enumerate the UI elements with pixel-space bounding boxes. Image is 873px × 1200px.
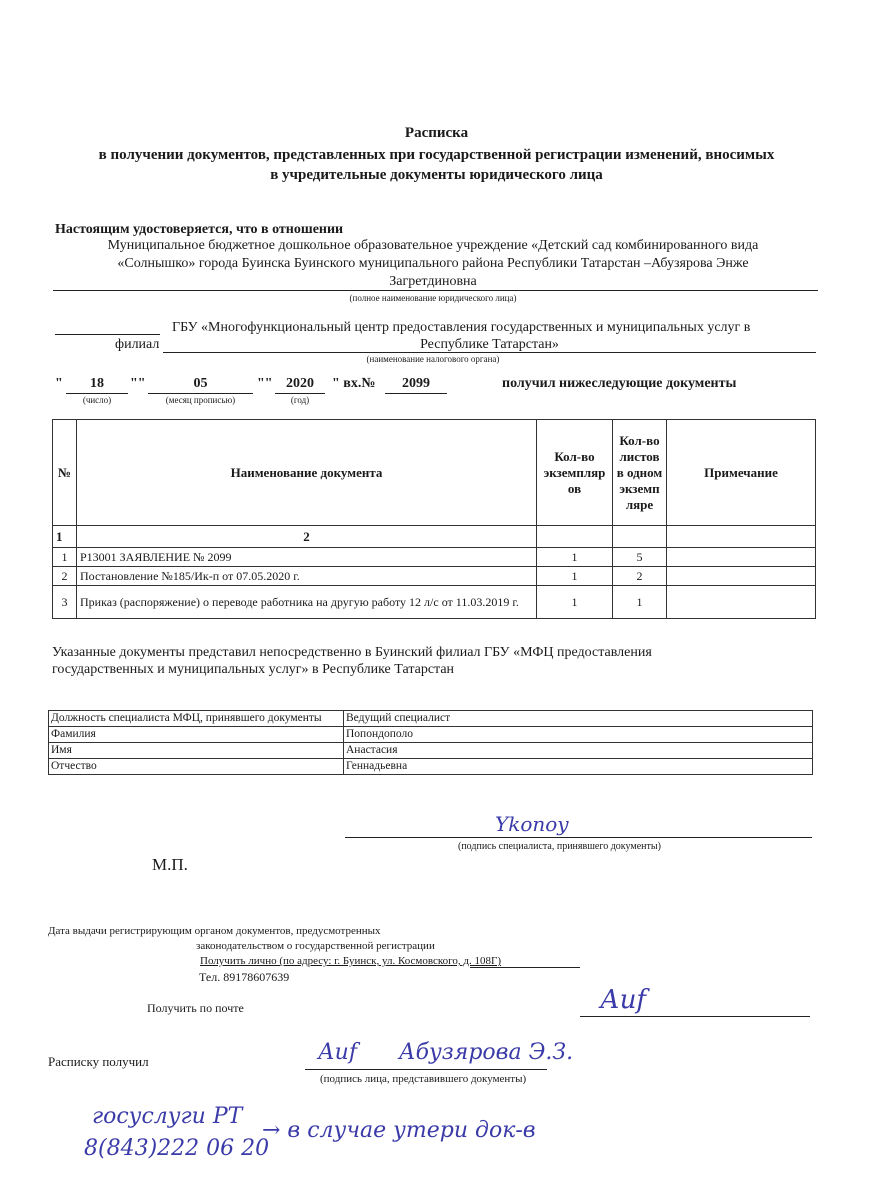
issue-phone: Тел. 89178607639 [199,970,290,984]
receipt-caption: (подпись лица, представившего документы) [320,1073,527,1085]
org-name-caption: (полное наименование юридического лица) [349,293,517,303]
authority-line1: ГБУ «Многофункциональный центр предоставления государственных и муниципальных услуг в [172,320,751,335]
documents-table [52,419,816,619]
specialist-label: Отчество [49,759,344,775]
handwritten-note-arrow-text: → в случае утери док-в [262,1118,536,1143]
row-note [667,548,816,567]
issue-line2: законодательством о государственной регистрации [196,940,435,952]
date-day-caption: (число) [82,395,112,405]
header-copies: Кол-во экземпляр ов [537,420,613,526]
specialist-table [48,710,813,775]
org-name-underline [53,290,818,291]
handwritten-note-line2: 8(843)222 06 20 [84,1136,270,1161]
date-year-underline [275,393,325,394]
submitted-line2: государственных и муниципальных услуг» в Республике Татарстан [52,662,455,677]
row-document-name: Постановление №185/Ик-п от 07.05.2020 г. [77,567,537,586]
index-cell-5 [667,526,816,548]
row-copies: 1 [537,586,613,619]
handwritten-note-line1: госуслуги РТ [92,1104,243,1129]
row-copies: 1 [537,548,613,567]
row-sheets: 1 [613,586,667,619]
issue-pickup-underline [470,967,580,968]
issue-line1: Дата выдачи регистрирующим органом документов, предусмотренных [48,925,381,937]
table-index-row [53,526,816,548]
header-note: Примечание [667,420,816,526]
row-sheets: 5 [613,548,667,567]
authority-caption: (наименование налогового органа) [366,354,500,364]
mail-signature: Аиf [600,985,647,1015]
date-year-caption: (год) [290,395,310,405]
blank-line [55,334,160,335]
specialist-label: Имя [49,743,344,759]
received-text: получил нижеследующие документы [502,376,737,391]
row-number: 1 [53,548,77,567]
document-subtitle-line2: в учредительные документы юридического лица [270,167,603,183]
incoming-number: 2099 [402,376,430,391]
specialist-row [49,759,813,775]
row-note [667,567,816,586]
row-number: 2 [53,567,77,586]
specialist-row [49,727,813,743]
date-day: 18 [90,376,104,391]
date-month-caption: (месяц прописью) [165,395,236,405]
header-number: № [53,420,77,526]
specialist-value: Анастасия [344,743,813,759]
specialist-label: Должность специалиста МФЦ, принявшего документы [49,711,344,727]
date-year: 2020 [286,376,314,391]
authority-line2: Республике Татарстан» [420,337,559,352]
submitted-line1: Указанные документы представил непосредственно в Буинский филиал ГБУ «МФЦ предоставления [52,645,652,660]
quote-sep2: "" [257,376,273,391]
table-row [53,567,816,586]
index-cell-2: 2 [77,526,537,548]
date-month: 05 [193,376,208,391]
table-row [53,586,816,619]
specialist-row [49,711,813,727]
row-document-name: Приказ (распоряжение) о переводе работника на другую работу 12 л/с от 11.03.2019 г. [77,586,537,619]
receipt-signature-line [305,1069,547,1070]
specialist-value: Геннадьевна [344,759,813,775]
row-number: 3 [53,586,77,619]
org-name-line1: Муниципальное бюджетное дошкольное образовательное учреждение «Детский сад комбинированного вида [107,238,759,253]
document-subtitle-line1: в получении документов, представленных при государственной регистрации изменений, вносимых [98,147,775,163]
quote-sep1: "" [130,376,146,391]
specialist-signature: Ykonoy [495,812,569,836]
org-name-line3: Загретдиновна [389,274,477,289]
filial-label: филиал [115,337,160,352]
specialist-value: Ведущий специалист [344,711,813,727]
row-document-name: Р13001 ЗАЯВЛЕНИЕ № 2099 [77,548,537,567]
specialist-row [49,743,813,759]
table-header-row [53,420,816,526]
org-name-line2: «Солнышко» города Буинска Буинского муниципального района Республики Татарстан –Абузярова Энже [117,256,749,271]
certify-lead: Настоящим удостоверяется, что в отношении [55,222,344,237]
index-cell-1: 1 [53,526,77,548]
index-cell-3 [537,526,613,548]
receipt-label: Расписку получил [48,1054,149,1069]
specialist-value: Попондополо [344,727,813,743]
incoming-number-label: " вх.№ [332,376,376,391]
specialist-signature-line [345,837,812,838]
table-row [53,548,816,567]
mail-signature-line [580,1016,810,1017]
stamp-place: М.П. [152,855,188,874]
header-document-name: Наименование документа [77,420,537,526]
specialist-signature-caption: (подпись специалиста, принявшего документы) [458,841,661,852]
incoming-number-underline [385,393,447,394]
by-mail-label: Получить по почте [147,1001,244,1015]
date-day-underline [66,393,128,394]
receipt-signature: Аиf Абузярова Э.З. [318,1040,574,1065]
row-note [667,586,816,619]
header-sheets: Кол-во листов в одном экземп ляре [613,420,667,526]
document-title: Расписка [404,125,469,141]
specialist-label: Фамилия [49,727,344,743]
index-cell-4 [613,526,667,548]
row-sheets: 2 [613,567,667,586]
row-copies: 1 [537,567,613,586]
issue-pickup-address: Получить лично (по адресу: г. Буинск, ул. Космовского, д. 108Г) [200,955,502,967]
date-month-underline [148,393,253,394]
quote-open: " [55,376,63,391]
